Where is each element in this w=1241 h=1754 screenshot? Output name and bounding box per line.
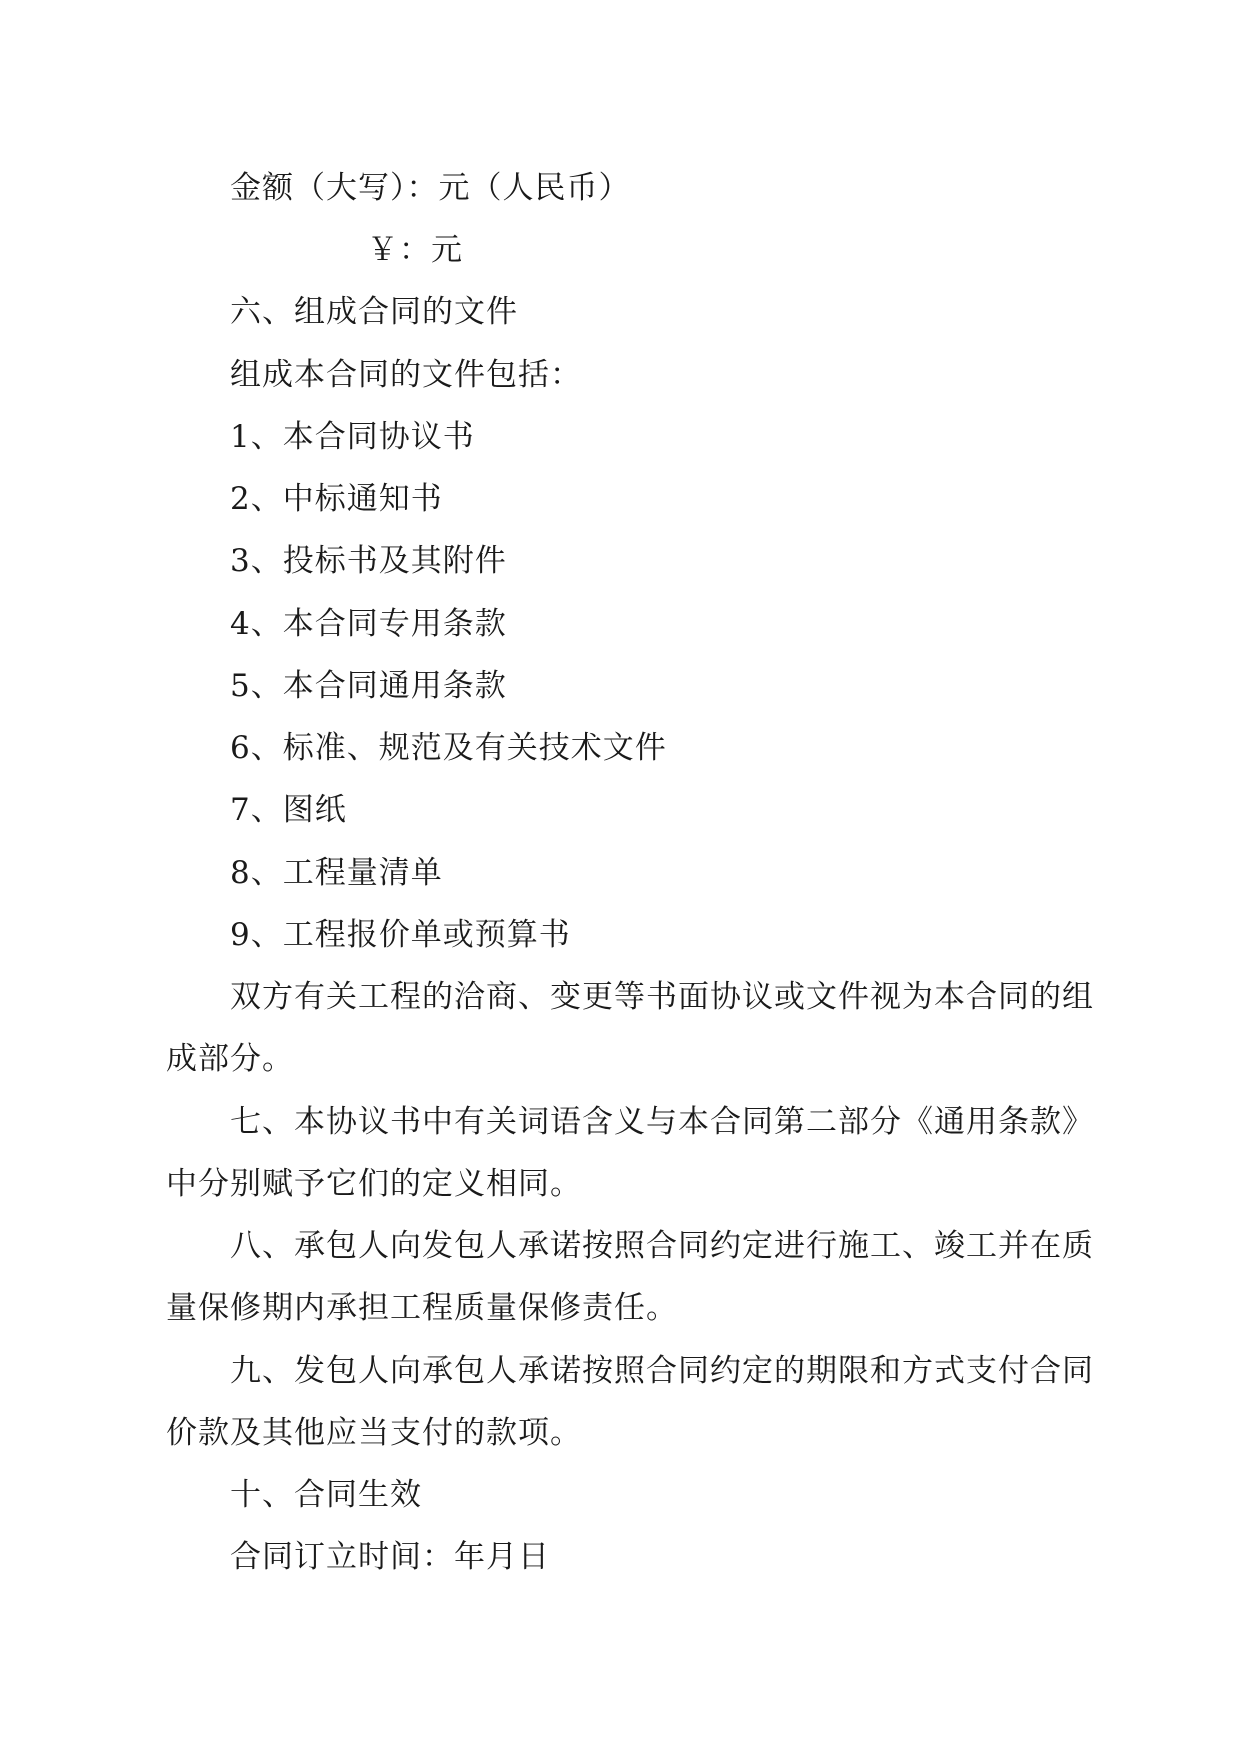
section-6-heading: 六、组成合同的文件 [230,294,518,330]
contract-date-line: 合同订立时间：年月日 [230,1539,550,1575]
document-item-6: 6、标准、规范及有关技术文件 [230,730,667,766]
amount-words-line: 金额（大写）：元（人民币） [230,170,631,206]
document-item-2: 2、中标通知书 [230,481,443,517]
section-8-line-2: 量保修期内承担工程质量保修责任。 [166,1290,678,1326]
document-item-8: 8、工程量清单 [230,855,443,891]
document-item-3: 3、投标书及其附件 [230,543,507,579]
document-item-9: 9、工程报价单或预算书 [230,917,571,953]
section-7-line-1: 七、本协议书中有关词语含义与本合同第二部分《通用条款》 [230,1104,1094,1140]
document-item-7: 7、图纸 [230,792,347,828]
section-7-line-2: 中分别赋予它们的定义相同。 [166,1166,582,1202]
documents-intro: 组成本合同的文件包括： [230,357,582,393]
document-item-1: 1、本合同协议书 [230,419,475,455]
section-10-heading: 十、合同生效 [230,1477,422,1513]
document-item-4: 4、本合同专用条款 [230,606,507,642]
section-9-line-1: 九、发包人向承包人承诺按照合同约定的期限和方式支付合同 [230,1353,1094,1389]
section-8-line-1: 八、承包人向发包人承诺按照合同约定进行施工、竣工并在质 [230,1228,1094,1264]
document-item-5: 5、本合同通用条款 [230,668,507,704]
paragraph-negotiation-line-2: 成部分。 [166,1041,294,1077]
section-9-line-2: 价款及其他应当支付的款项。 [166,1415,582,1451]
paragraph-negotiation-line-1: 双方有关工程的洽商、变更等书面协议或文件视为本合同的组 [230,979,1094,1015]
amount-figure-line: ￥：元 [367,232,463,268]
